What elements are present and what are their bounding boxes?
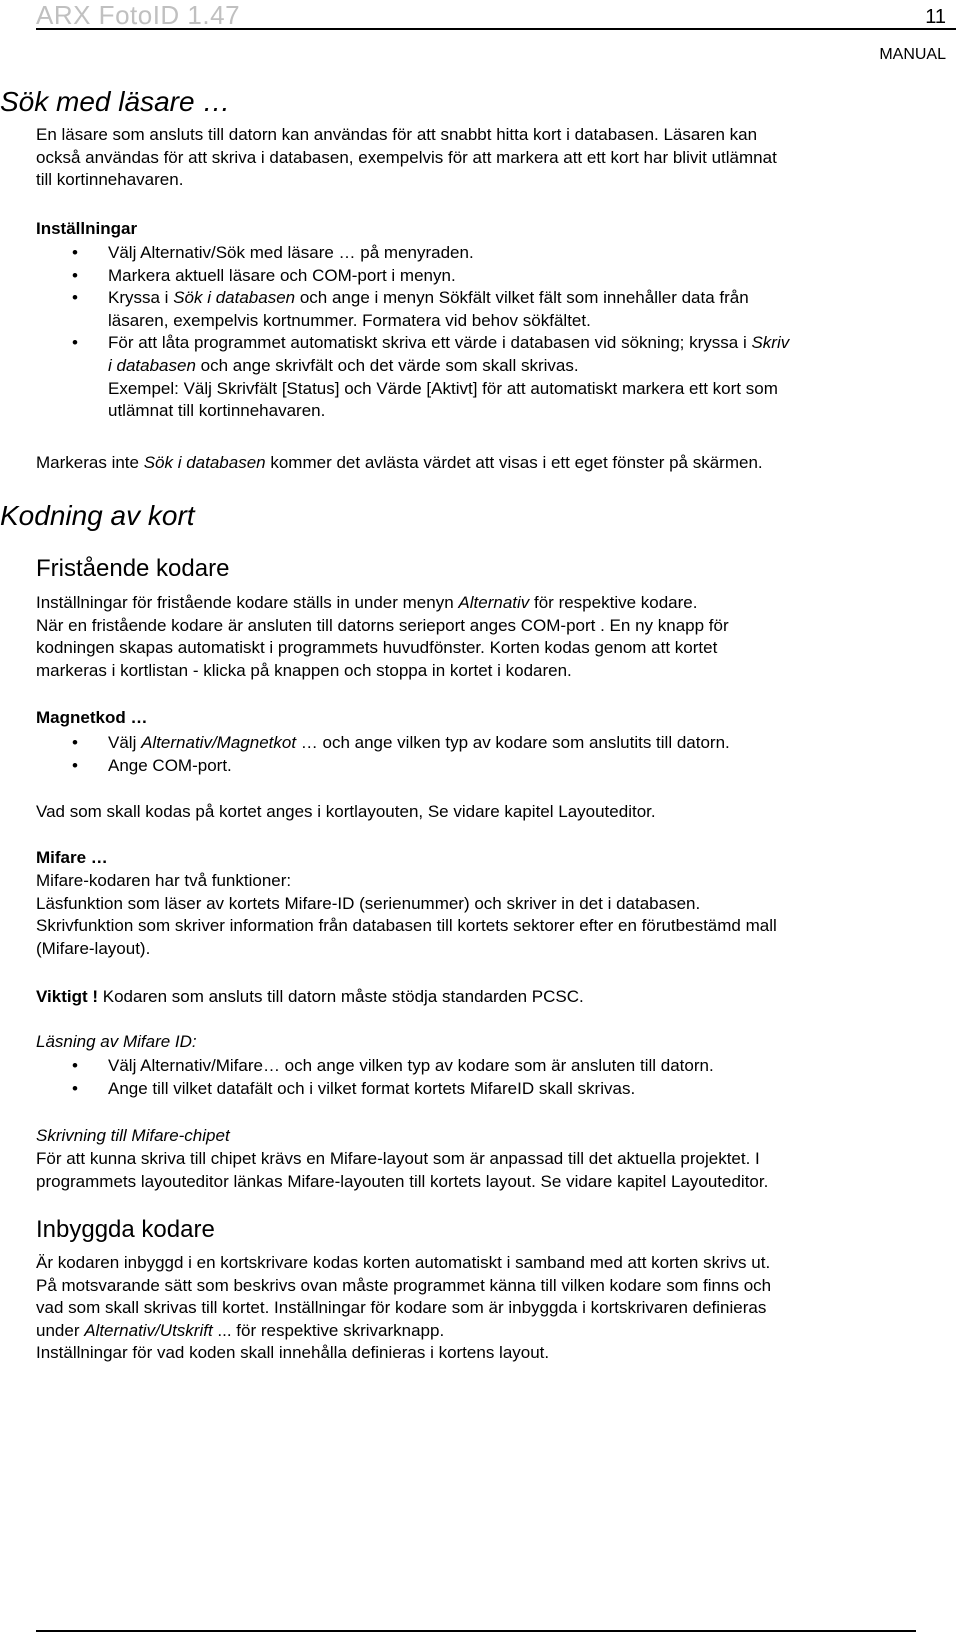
text: ... för respektive skrivarknapp. (212, 1320, 445, 1340)
intro-paragraph (36, 124, 936, 192)
paragraph-line: Läsfunktion som läser av kortets Mifare-ID (serienummer) och skriver in det i databasen. (36, 893, 701, 913)
text: under (36, 1320, 85, 1340)
paragraph-line: (Mifare-layout). (36, 938, 151, 958)
bullet-icon: • (72, 288, 78, 308)
magnetkod-list (36, 732, 926, 777)
list-item (36, 242, 926, 265)
note-text: Markeras inte (36, 453, 144, 472)
bullet-icon: • (72, 1056, 78, 1075)
heading-fristaende-kodare: Fristående kodare (36, 555, 230, 582)
list-item-text: och ange i menyn Sökfält vilket fält som innehåller data från (295, 288, 749, 308)
paragraph-line: När en fristående kodare är ansluten till datorns serieport anges COM-port . En ny knapp för (36, 615, 729, 635)
skrivning-paragraph (36, 1148, 936, 1193)
header-rule (36, 28, 956, 30)
bullet-icon: • (72, 1078, 78, 1098)
text: Inställningar för fristående kodare ställs in under menyn (36, 593, 459, 612)
intro-line: till kortinnehavaren. (36, 170, 184, 190)
magnetkod-note: Vad som skall kodas på kortet anges i kortlayouten, Se vidare kapitel Layouteditor. (36, 802, 656, 821)
paragraph-line (36, 592, 936, 615)
list-item (36, 1078, 926, 1101)
mifare-paragraph (36, 870, 936, 960)
list-item-text: Välj Alternativ/Mifare… och ange vilken typ av kodare som är ansluten till datorn. (108, 1056, 714, 1075)
bullet-icon: • (72, 265, 78, 285)
italic-text: Alternativ (458, 593, 530, 612)
heading-magnetkod: Magnetkod … (36, 708, 148, 727)
list-item (36, 1055, 926, 1078)
list-item-text: och ange skrivfält och det värde som skall skrivas. (195, 355, 579, 375)
note-paragraph (36, 452, 936, 475)
settings-heading: Inställningar (36, 219, 138, 238)
heading-inbyggda-kodare: Inbyggda kodare (36, 1216, 215, 1243)
paragraph-line: programmets layouteditor länkas Mifare-layouten till kortets layout. Se vidare kapitel Layouteditor. (36, 1171, 769, 1191)
note-italic: Sök i databasen (143, 453, 266, 472)
list-item (36, 755, 926, 778)
paragraph-line: Inställningar för vad koden skall innehålla definieras i kortens layout. (36, 1343, 550, 1363)
list-item (36, 265, 926, 288)
list-item-italic: i databasen (108, 355, 196, 375)
list-item-text: … och ange vilken typ av kodare som anslutits till datorn. (296, 733, 730, 752)
heading-lasning-mifare-id: Läsning av Mifare ID: (36, 1032, 197, 1051)
intro-line: också användas för att skriva i databasen, exempelvis för att markera att ett kort har blivit utlämnat (36, 147, 777, 167)
bullet-icon: • (72, 755, 78, 775)
text: för respektive kodare. (529, 593, 698, 612)
paragraph-line: Är kodaren inbyggd i en kortskrivare kodas korten automatiskt i samband med att korten skrivs ut. (36, 1253, 771, 1272)
page-number: 11 (925, 6, 946, 28)
italic-text: Alternativ/Utskrift (84, 1320, 213, 1340)
note-text: kommer det avlästa värdet att visas i ett eget fönster på skärmen. (265, 453, 763, 472)
list-item-text: Välj (108, 733, 142, 752)
paragraph-line: kodningen skapas automatiskt i programmets huvudfönster. Korten kodas genom att kortet (36, 638, 718, 658)
bullet-icon: • (72, 733, 78, 752)
settings-list (36, 242, 926, 423)
inbyggda-paragraph (36, 1252, 936, 1365)
paragraph-line: markeras i kortlistan - klicka på knappen och stoppa in kortet i kodaren. (36, 660, 572, 680)
paragraph-line: För att kunna skriva till chipet krävs en Mifare-layout som är anpassad till det aktuella projektet. I (36, 1149, 760, 1168)
example-text: Exempel: Välj Skrivfält [Status] och Värde [Aktivt] för att automatiskt markera ett kort som (108, 378, 778, 398)
list-item-text: Ange till vilket datafält och i vilket format kortets MifareID skall skrivas. (108, 1078, 636, 1098)
list-item (36, 332, 926, 422)
paragraph-line: vad som skall skrivas till kortet. Inställningar för kodare som är inbyggda i kortskrivaren definieras (36, 1298, 767, 1318)
example-text: utlämnat till kortinnehavaren. (108, 401, 326, 421)
viktigt-label: Viktigt ! (36, 987, 99, 1006)
bullet-icon: • (72, 243, 78, 262)
viktigt-note (36, 986, 936, 1009)
intro-line: En läsare som ansluts till datorn kan användas för att snabbt hitta kort i databasen. Läsaren kan (36, 125, 758, 144)
list-item-text: Kryssa i (108, 288, 174, 308)
list-item (36, 732, 926, 755)
list-item-text: Välj Alternativ/Sök med läsare … på menyraden. (108, 243, 474, 262)
list-item-text: För att låta programmet automatiskt skriva ett värde i databasen vid sökning; kryssa i (108, 333, 752, 353)
bullet-icon: • (72, 333, 78, 353)
document-header-title: ARX FotoID 1.47 (36, 0, 241, 30)
paragraph-line: Skrivfunktion som skriver information från databasen till kortets sektorer efter en förutbestämd mall (36, 916, 777, 936)
list-item (36, 287, 926, 332)
list-item-italic: Alternativ/Magnetkot (141, 733, 297, 752)
list-item-text: läsaren, exempelvis kortnummer. Formatera vid behov sökfältet. (108, 310, 591, 330)
paragraph-line: Mifare-kodaren har två funktioner: (36, 871, 292, 890)
paragraph-line: På motsvarande sätt som beskrivs ovan måste programmet känna till vilken kodare som finns och (36, 1275, 772, 1295)
header-manual-label: MANUAL (879, 46, 946, 63)
heading-skrivning-mifare: Skrivning till Mifare-chipet (36, 1126, 230, 1145)
lasning-list (36, 1055, 926, 1100)
section-title-sok-med-lasare: Sök med läsare … (0, 86, 231, 117)
footer-rule (36, 1630, 916, 1632)
viktigt-text: Kodaren som ansluts till datorn måste stödja standarden PCSC. (98, 987, 584, 1006)
section-title-kodning-av-kort: Kodning av kort (0, 500, 195, 531)
list-item-italic: Skriv (751, 333, 790, 353)
list-item-italic: Sök i databasen (173, 288, 296, 308)
fristaende-paragraph (36, 592, 936, 682)
paragraph-line (36, 1320, 936, 1343)
heading-mifare: Mifare … (36, 848, 108, 867)
list-item-text: Markera aktuell läsare och COM-port i menyn. (108, 265, 456, 285)
list-item-text: Ange COM-port. (108, 755, 232, 775)
